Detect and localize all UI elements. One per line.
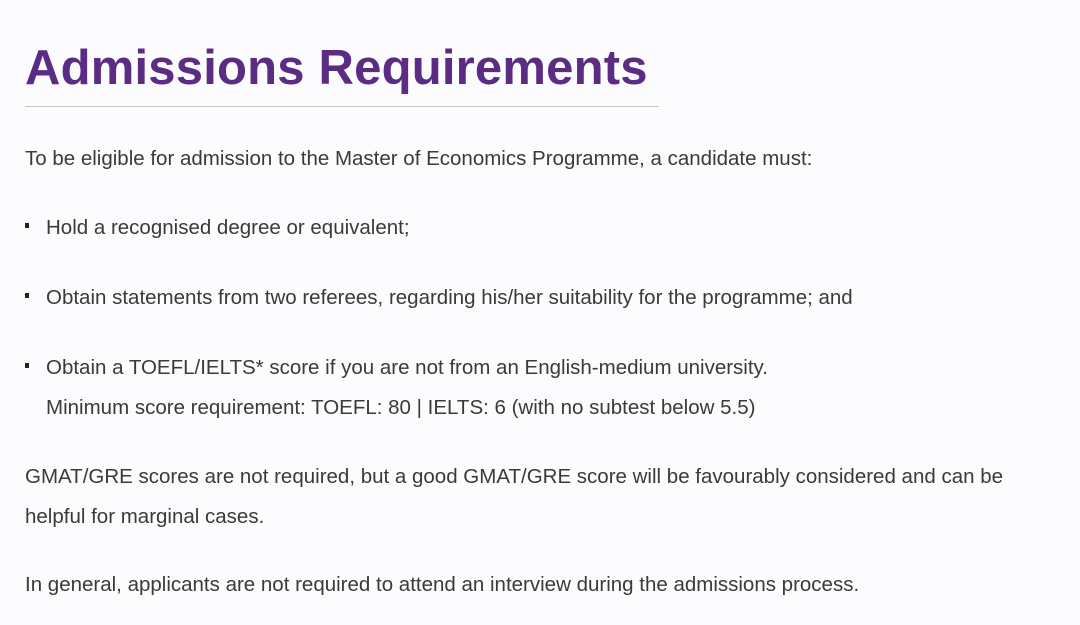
gmat-gre-paragraph: GMAT/GRE scores are not required, but a good GMAT/GRE score will be favourably considered and can be helpful for marginal cases.	[25, 465, 1004, 528]
bullet-icon	[25, 223, 29, 228]
bullet-icon	[25, 363, 29, 368]
bullet-icon	[25, 293, 29, 298]
title-divider	[25, 106, 659, 107]
requirement-text: Hold a recognised degree or equivalent;	[46, 216, 410, 239]
minimum-score-detail: Minimum score requirement: TOEFL: 80 | IELTS: 6 (with no subtest below 5.5)	[46, 396, 756, 419]
page-title: Admissions Requirements	[25, 41, 648, 95]
requirement-text: Obtain a TOEFL/IELTS* score if you are not from an English-medium university.	[46, 356, 768, 379]
requirement-text: Obtain statements from two referees, regarding his/her suitability for the programme; and	[46, 286, 853, 309]
intro-paragraph: To be eligible for admission to the Master of Economics Programme, a candidate must:	[25, 147, 813, 170]
interview-paragraph: In general, applicants are not required to attend an interview during the admissions process.	[25, 573, 860, 596]
